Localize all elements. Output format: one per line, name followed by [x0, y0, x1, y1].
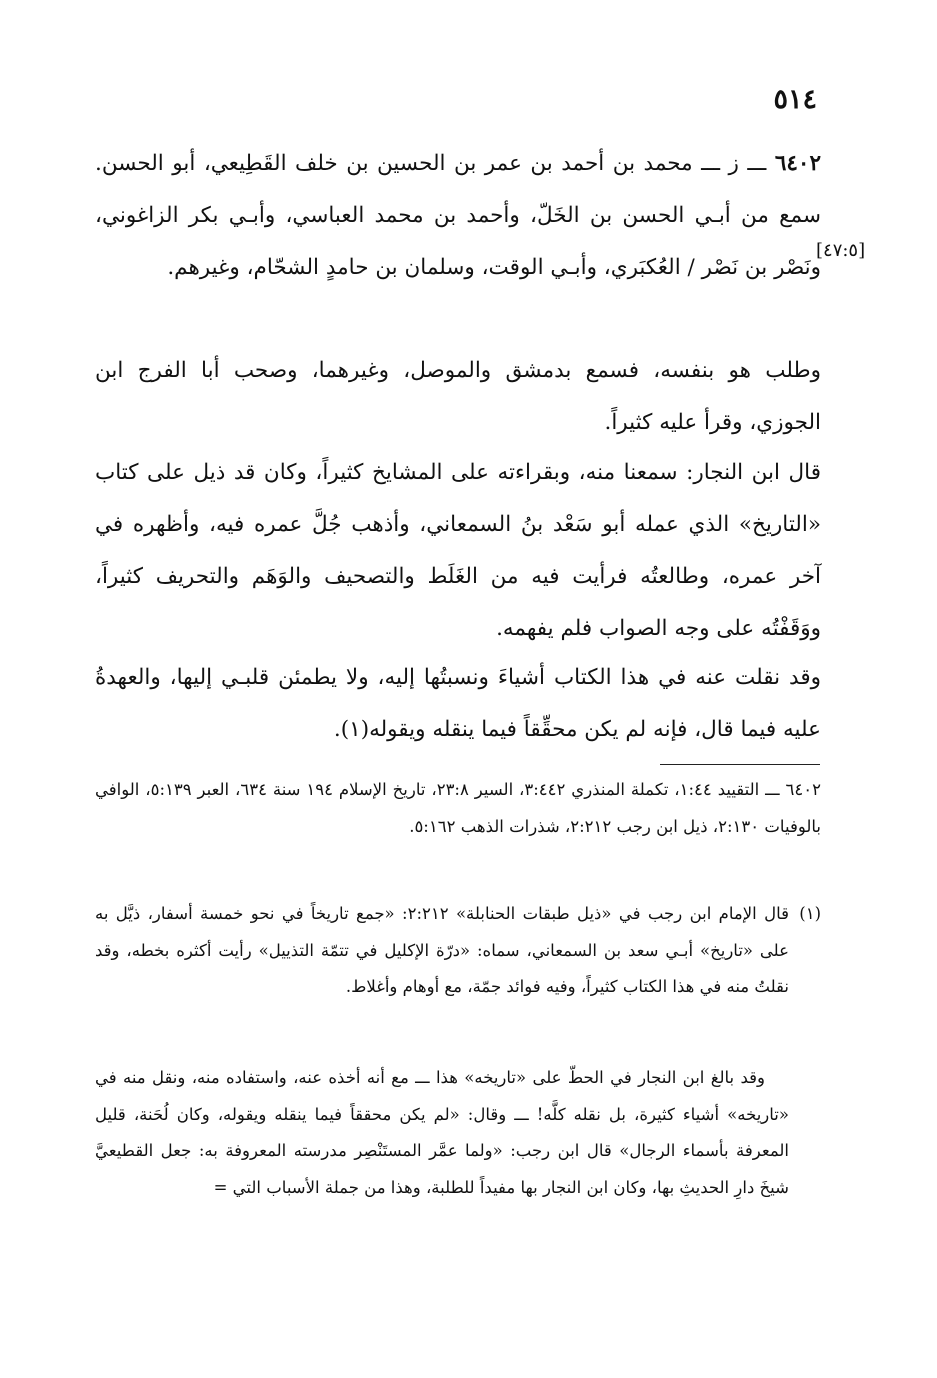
- footnote-1-continuation-text: وقد بالغ ابن النجار في الحطّ على «تاريخه» هذا ـــ مع أنه أخذه عنه، واستفاده منه، ونقل منه في «تاريخه» أشياء كثيرة، بل نقله كلَّه! ـــ وقال: «لم يكن محققاً فيما ينقله ويقوله، وكان لُحَنة، قليل المعرفة بأسماء الرجال» قال ابن رجب: «ولما عمَّر المستَنْصِر مدرسته المعروفة به: جعل القطيعيَّ شيخَ دارِ الحديثِ بها، وكان ابن النجار بها مفيداً للطلبة، وهذا من جملة الأسباب التي =: [95, 1068, 789, 1197]
- entry-paragraph-4: [95, 652, 821, 756]
- footnote-1-marker: (١): [799, 904, 821, 923]
- source-footnote: [95, 772, 821, 845]
- ibn-najjar-quote-text: قال ابن النجار: سمعنا منه، وبقراءته على المشايخ كثيراً، وكان قد ذيل على كتاب «التاريخ» الذي عمله أبو سَعْد بنُ السمعاني، وأذهب جُلَّ عمره فيه، وأظهره في آخر عمره، وطالعتُه فرأيت فيه من الغَلَط والتصحيف والوَهَم والتحريف كثيراً، ووَقَفْتُه على وجه الصواب فلم يفهمه.: [95, 460, 821, 641]
- entry-travels-text: وطلب هو بنفسه، فسمع بدمشق والموصل، وغيرهما، وصحب أبا الفرج ابن الجوزي، وقرأ عليه كثيراً.: [95, 358, 821, 435]
- entry-paragraph-3: [95, 447, 821, 655]
- page-number: ٥١٤: [773, 84, 817, 115]
- entry-number: ٦٤٠٢: [774, 151, 822, 176]
- footnote-separator: [660, 764, 820, 765]
- author-remark-text: وقد نقلت عنه في هذا الكتاب أشياءَ ونسبتُها إليه، ولا يطمئن قلبـي إليها، والعهدةُ عليه فيما قال، فإنه لم يكن محقِّقاً فيما ينقله ويقوله(١).: [95, 665, 821, 742]
- footnote-1-text: قال الإمام ابن رجب في «ذيل طبقات الحنابلة» ٢:٢١٢: «جمع تاريخاً في نحو خمسة أسفار، ذيَّل به على «تاريخ» أبـي سعد بن السمعاني، سماه: «درّة الإكليل في تتمّة التذييل» رأيت أكثره بخطه، وقد نقلتُ منه في هذا الكتاب كثيراً، وفيه فوائد جمّة، مع أوهام وأغلاط.: [95, 904, 790, 996]
- footnote-1: [95, 896, 789, 1006]
- entry-biography-text: ـــ ز ـــ محمد بن أحمد بن عمر بن الحسين بن خلف القَطِيعي، أبو الحسن. سمع من أبـي الحسن بن الخَلّ، وأحمد بن محمد العباسي، وأبـي بكر الزاغوني، ونَصْر بن نَصْر / العُكبَري، وأبـي الوقت، وسلمان بن حامدٍ الشحّام، وغيرهم.: [95, 151, 821, 280]
- margin-reference: [٤٧:٥]: [816, 240, 866, 261]
- footnote-1-continuation: [95, 1060, 789, 1206]
- entry-paragraph-1: [95, 138, 821, 294]
- source-footnote-text: ٦٤٠٢ ـــ التقييد ١:٤٤، تكملة المنذري ٣:٤٤٢، السير ٢٣:٨، تاريخ الإسلام ١٩٤ سنة ٦٣٤، العبر ٥:١٣٩، الوافي بالوفيات ٢:١٣٠، ذيل ابن رجب ٢:٢١٢، شذرات الذهب ٥:١٦٢.: [95, 780, 821, 836]
- entry-paragraph-2: [95, 345, 821, 449]
